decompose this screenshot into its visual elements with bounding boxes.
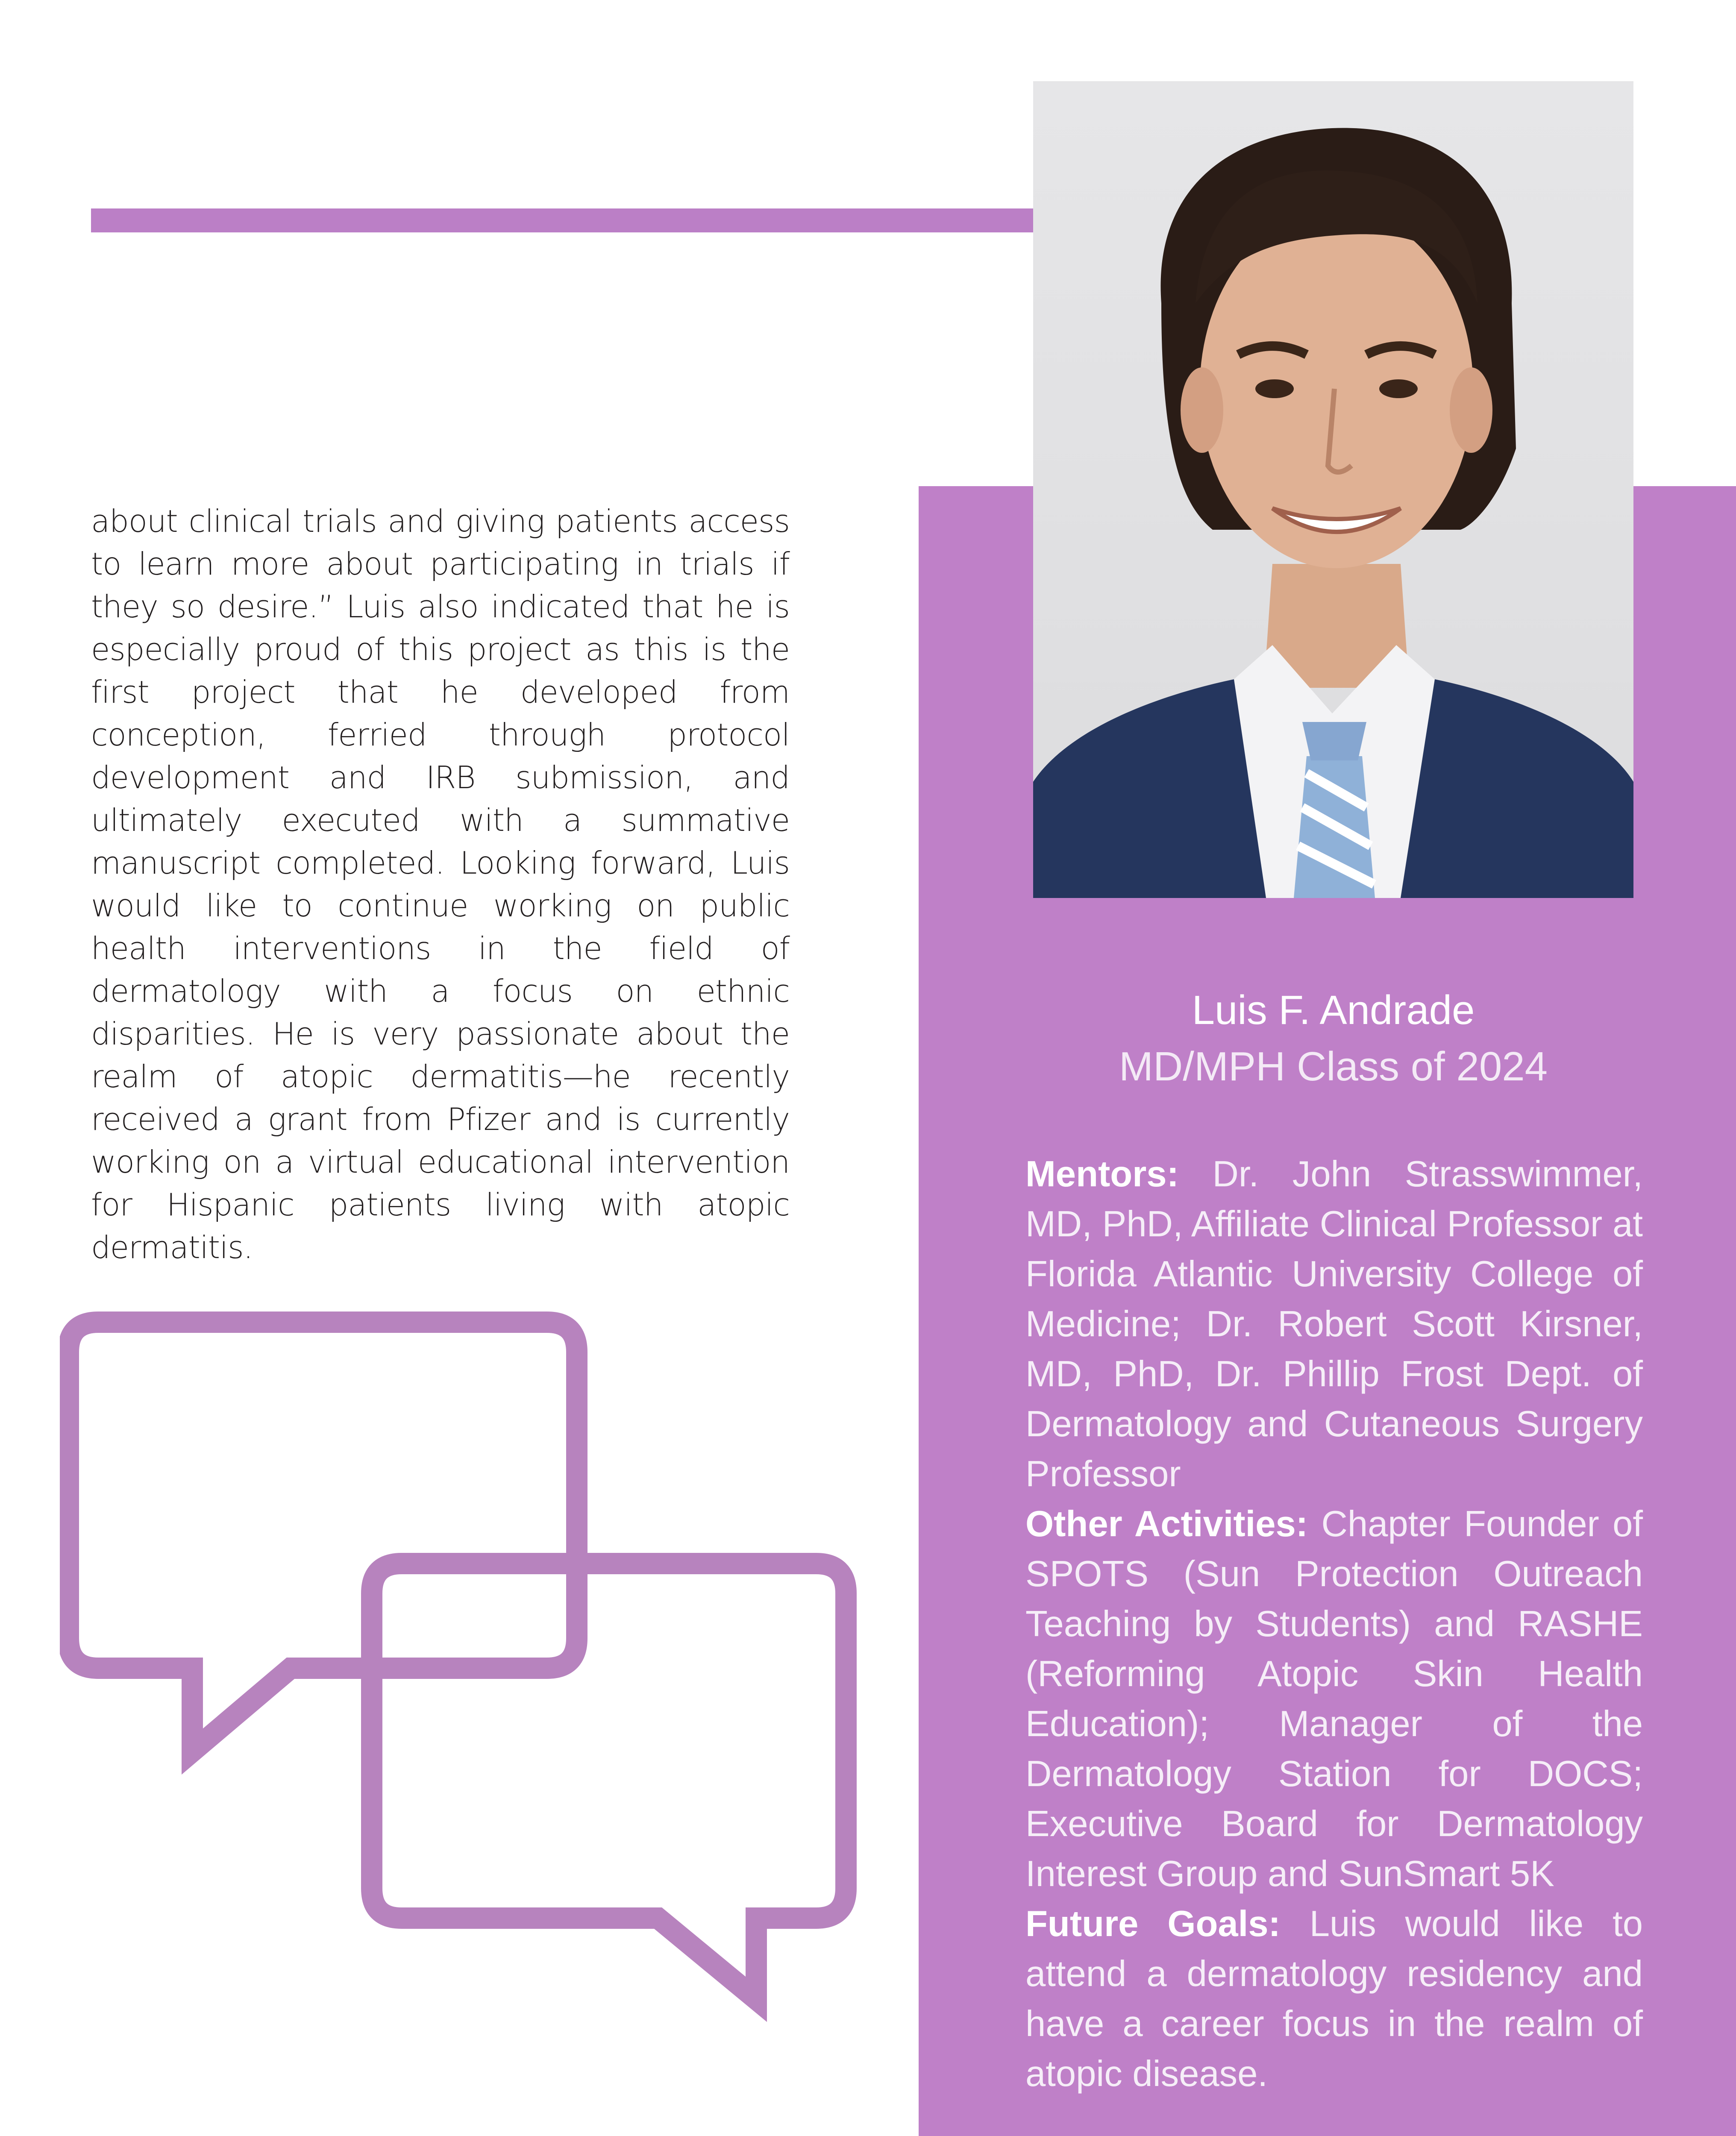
goals-label: Future Goals: bbox=[1025, 1904, 1281, 1944]
activities-section bbox=[1025, 1499, 1643, 1899]
mentors-label: Mentors: bbox=[1025, 1154, 1179, 1194]
profile-details bbox=[1025, 1149, 1643, 2099]
profile-name: Luis F. Andrade bbox=[1192, 987, 1475, 1033]
goals-text: Luis would like to attend a dermatology residency and have a career focus in the realm of atopic disease. bbox=[1025, 1904, 1643, 2094]
activities-label: Other Activities: bbox=[1025, 1504, 1308, 1544]
article-paragraph: about clinical trials and giving patients access to learn more about participating in trials if they so desire.” Luis also indicated that he is especially proud of this project as this is the first project that he developed from conception, ferried through protocol development and IRB submission, and ultimately executed with a summative manuscript completed. Looking forward, Luis would like to continue working on public health interventions in the field of dermatology with a focus on ethnic disparities. He is very passionate about the realm of atopic dermatitis—he recently received a grant from Pfizer and is currently working on a virtual educational intervention for Hispanic patients living with atopic dermatitis. bbox=[91, 503, 790, 1265]
profile-class-year: MD/MPH Class of 2024 bbox=[1119, 1044, 1548, 1089]
top-accent-bar bbox=[91, 208, 1037, 232]
activities-text: Chapter Founder of SPOTS (Sun Protection Outreach Teaching by Students) and RASHE (Reforming Atopic Skin Health Education); Manager of the Dermatology Station for DOCS; Executive Board for Dermatology Interest Group and SunSmart 5K bbox=[1025, 1504, 1643, 1894]
portrait-photo bbox=[1033, 81, 1633, 898]
mentors-text: Dr. John Strasswimmer, MD, PhD, Affiliate Clinical Professor at Florida Atlantic University College of Medicine; Dr. Robert Scott Kirsner, MD, PhD, Dr. Phillip Frost Dept. of Dermatology and Cutaneous Surgery Professor bbox=[1025, 1154, 1643, 1494]
goals-section bbox=[1025, 1899, 1643, 2099]
speech-bubbles-icon bbox=[60, 1312, 872, 2029]
article-body bbox=[91, 500, 790, 1269]
mentors-section bbox=[1025, 1149, 1643, 1499]
